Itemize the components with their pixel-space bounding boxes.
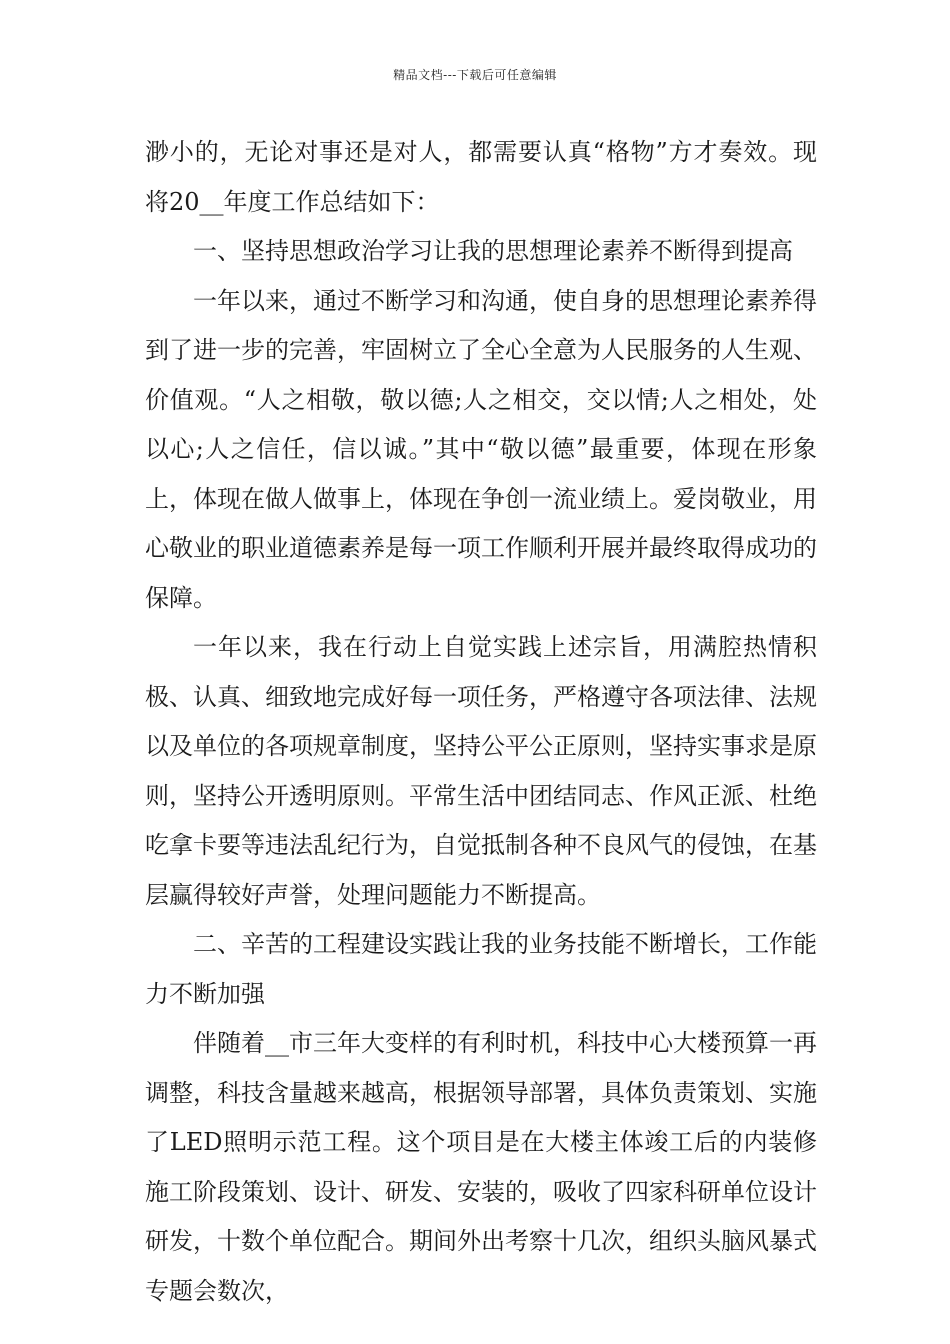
paragraph-practice: 一年以来，我在行动上自觉实践上述宗旨，用满腔热情积极、认真、细致地完成好每一项任务，严格遵守各项法律、法规以及单位的各项规章制度，坚持公平公正原则，坚持实事求是原则，坚持公开透明原则。平常生活中团结同志、作风正派、杜绝吃拿卡要等违法乱纪行为，自觉抵制各种不良风气的侵蚀，在基层赢得较好声誉，处理问题能力不断提高。 [145,633,817,909]
document-body [145,128,817,1316]
section-heading-1: 一、坚持思想政治学习让我的思想理论素养不断得到提高 [193,237,793,265]
paragraph-theory: 一年以来，通过不断学习和沟通，使自身的思想理论素养得到了进一步的完善，牢固树立了全心全意为人民服务的人生观、价值观。“人之相敬，敬以德;人之相交，交以情;人之相处，处以心;人之信任，信以诚。”其中“敬以德”最重要，体现在形象上，体现在做人做事上，体现在争创一流业绩上。爱岗敬业，用心敬业的职业道德素养是每一项工作顺利开展并最终取得成功的保障。 [145,286,817,612]
paragraph-project: 伴随着__市三年大变样的有利时机，科技中心大楼预算一再调整，科技含量越来越高，根据领导部署，具体负责策划、实施了LED照明示范工程。这个项目是在大楼主体竣工后的内装修施工阶段策划、设计、研发、安装的，吸收了四家科研单位设计研发，十数个单位配合。期间外出考察十几次，组织头脑风暴式专题会数次， [145,1029,817,1305]
page-header: 精品文档---下载后可任意编辑 [393,68,557,82]
section-heading-2: 二、辛苦的工程建设实践让我的业务技能不断增长，工作能力不断加强 [145,930,817,1008]
paragraph-intro: 渺小的，无论对事还是对人，都需要认真“格物”方才奏效。现将20__年度工作总结如下： [145,138,817,216]
